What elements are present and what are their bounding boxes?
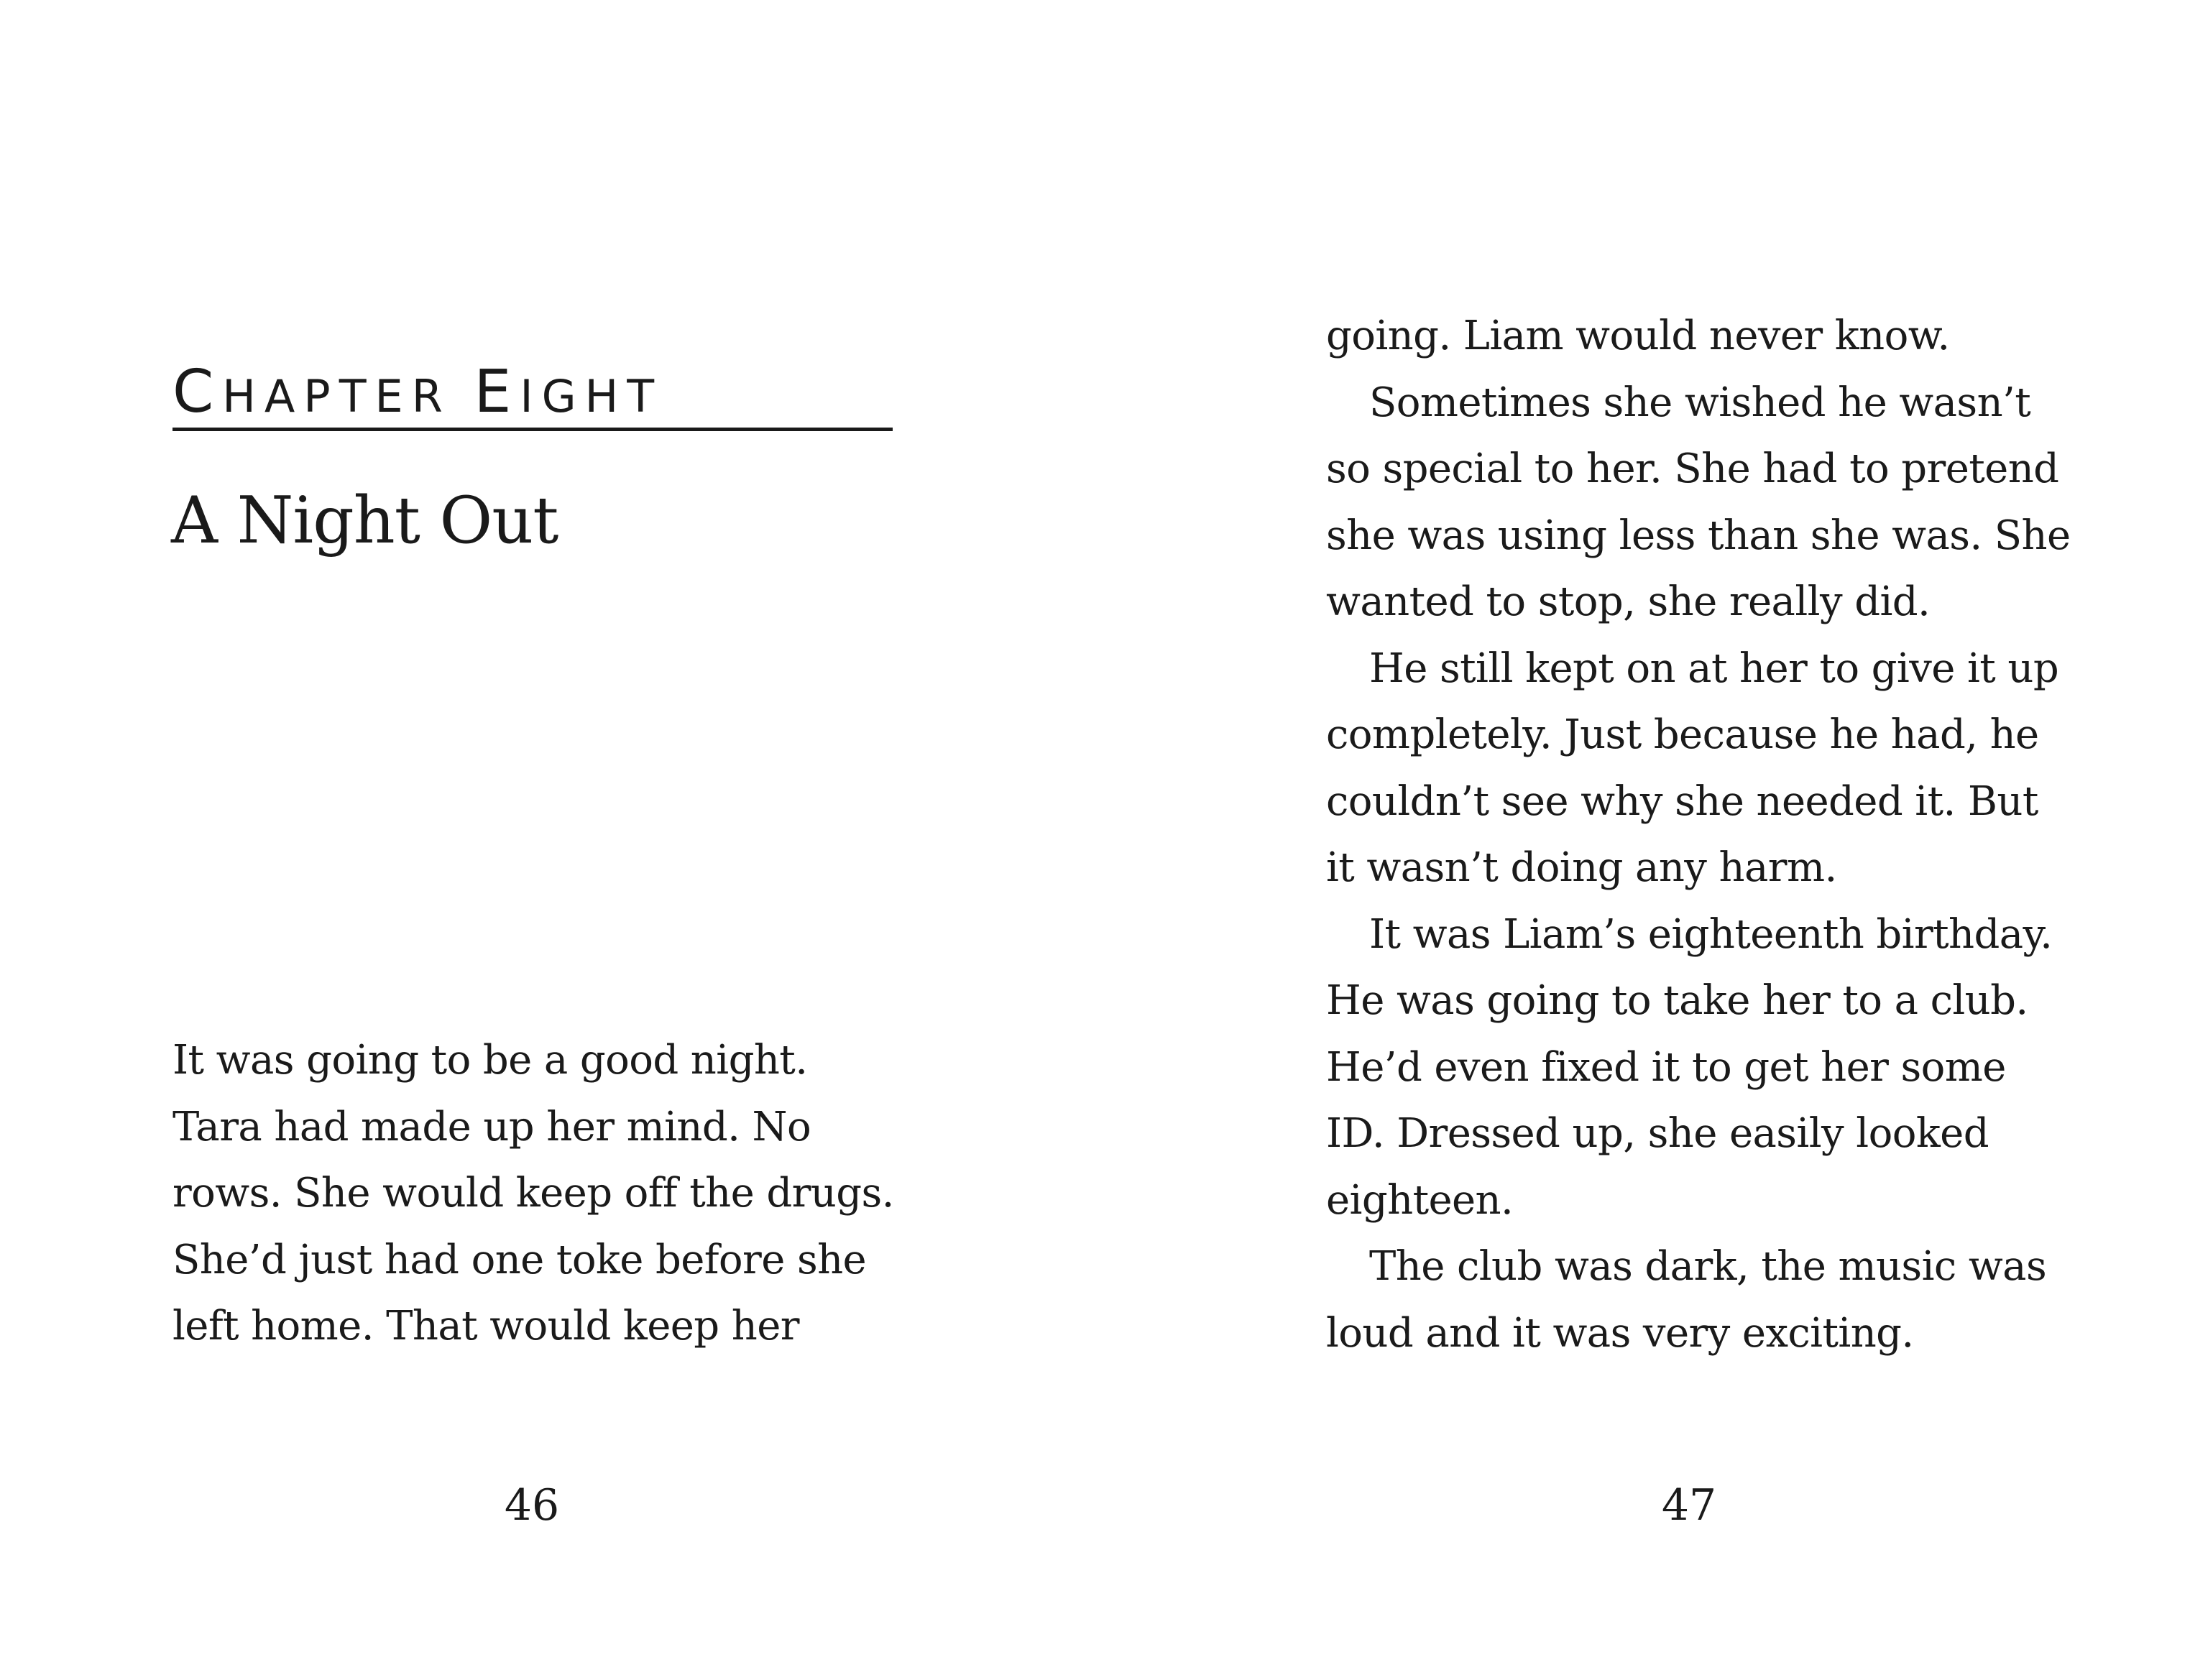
page-number: 46 bbox=[504, 1480, 560, 1531]
text-line: she was using less than she was. She bbox=[1326, 512, 2071, 559]
text-line: She’d just had one toke before she bbox=[172, 1236, 867, 1283]
text-line: so special to her. She had to pretend bbox=[1326, 446, 2059, 492]
text-line: going. Liam would never know. bbox=[1326, 313, 1950, 359]
text-line: Sometimes she wished he wasn’t bbox=[1369, 379, 2031, 426]
text-line: ID. Dressed up, she easily looked bbox=[1326, 1110, 1989, 1157]
text-line: The club was dark, the music was bbox=[1369, 1243, 2047, 1290]
text-line: couldn’t see why she needed it. But bbox=[1326, 777, 2038, 825]
text-line: He’d even fixed it to get her some bbox=[1326, 1043, 2006, 1091]
text-line: rows. She would keep off the drugs. bbox=[172, 1170, 894, 1217]
right-body-text bbox=[1326, 303, 2153, 1367]
text-line: Tara had made up her mind. No bbox=[172, 1103, 811, 1150]
text-line: loud and it was very exciting. bbox=[1326, 1309, 1914, 1357]
page-number: 47 bbox=[1661, 1480, 1717, 1531]
text-line: He was going to take her to a club. bbox=[1326, 977, 2028, 1024]
text-line: It was going to be a good night. bbox=[172, 1037, 808, 1084]
text-line: left home. That would keep her bbox=[172, 1303, 799, 1349]
left-body-text bbox=[172, 1028, 927, 1360]
text-line: eighteen. bbox=[1326, 1176, 1514, 1224]
chapter-label: CHAPTER EIGHT bbox=[172, 358, 663, 426]
chapter-title: A Night Out bbox=[171, 483, 558, 558]
chapter-rule bbox=[172, 428, 893, 431]
text-line: He still kept on at her to give it up bbox=[1369, 645, 2059, 692]
text-line: It was Liam’s eighteenth birthday. bbox=[1369, 910, 2053, 958]
text-line: it wasn’t doing any harm. bbox=[1326, 844, 1837, 891]
text-line: wanted to stop, she really did. bbox=[1326, 578, 1931, 625]
text-line: completely. Just because he had, he bbox=[1326, 711, 2039, 758]
